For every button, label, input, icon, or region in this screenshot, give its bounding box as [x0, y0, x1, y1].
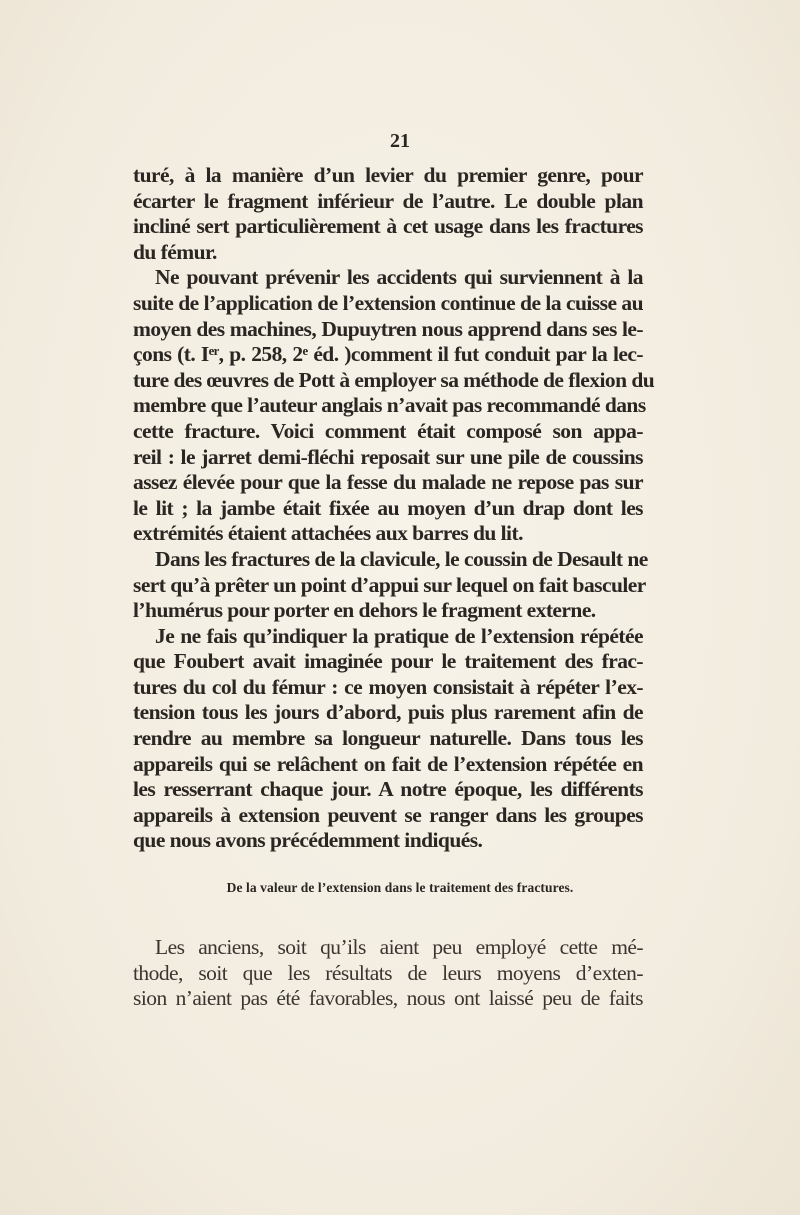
text-line: Je ne fais qu’indiquer la pratique de l’extension répétée [155, 623, 643, 648]
text-line: turé, à la manière d’un levier du premier genre, pour [133, 163, 643, 187]
paragraph-anciens [133, 935, 643, 1012]
body-text-lower [133, 935, 643, 1012]
text-line: appareils qui se relâchent on fait de l’extension répétée en [133, 751, 643, 776]
text-line: que nous avons précédemment indiqués. [133, 828, 483, 853]
text-line: ture des œuvres de Pott à employer sa méthode de flexion du [133, 367, 655, 392]
text-line: sert qu’à prêter un point d’appui sur lequel on fait basculer [133, 572, 646, 597]
page-number: 21 [390, 130, 410, 152]
paragraph-continued [133, 163, 643, 265]
text-line: incliné sert particulièrement à cet usage dans les fractures [133, 214, 643, 239]
text-line: cette fracture. Voici comment était composé son appa- [133, 418, 643, 443]
text-line: Dans les fractures de la clavicule, le coussin de Desault ne [155, 546, 648, 571]
paragraph-clavicule [133, 546, 648, 624]
text-line: sion n’aient pas été favorables, nous ont laissé peu de faits [133, 986, 643, 1011]
text-line: thode, soit que les résultats de leurs moyens d’exten- [133, 960, 643, 985]
text-line: l’humérus pour porter en dehors le fragment externe. [133, 598, 596, 623]
section-heading: De la valeur de l’extension dans le traitement des fractures. [226, 880, 574, 895]
text-line: Les anciens, soit qu’ils aient peu employé cette mé- [155, 935, 643, 959]
text-line: reil : le jarret demi-fléchi reposait sur une pile de coussins [133, 444, 643, 469]
text-line: Ne pouvant prévenir les accidents qui surviennent à la [155, 265, 643, 290]
text-line: suite de l’application de l’extension continue de la cuisse au [133, 290, 643, 315]
text-line: tension tous les jours d’abord, puis plus rarement afin de [133, 700, 643, 725]
text-line: que Foubert avait imaginée pour le traitement des frac- [133, 649, 643, 674]
text-line: moyen des machines, Dupuytren nous apprend dans ses le- [133, 316, 643, 341]
text-line: membre que l’auteur anglais n’avait pas recommandé dans [133, 393, 646, 418]
paragraph-foubert [133, 624, 643, 854]
text-line: le lit ; la jambe était fixée au moyen d’un drap dont les [133, 495, 643, 520]
body-text-upper [133, 163, 655, 854]
text-line: rendre au membre sa longueur naturelle. Dans tous les [133, 726, 643, 751]
paragraph-dupuytren [133, 265, 655, 547]
text-line: du fémur. [133, 239, 217, 264]
text-line: écarter le fragment inférieur de l’autre. Le double plan [133, 188, 643, 213]
text-line: extrémités étaient attachées aux barres du lit. [133, 521, 523, 546]
text-line: tures du col du fémur : ce moyen consistait à répéter l’ex- [133, 674, 643, 699]
text-line: les resserrant chaque jour. A notre époque, les différents [133, 777, 643, 802]
text-line: appareils à extension peuvent se ranger dans les groupes [133, 802, 643, 827]
text-line: assez élevée pour que la fesse du malade ne repose pas sur [133, 470, 643, 495]
text-line: çons (t. Iᵉʳ, p. 258, 2ᵉ éd. )comment il fut conduit par la lec- [133, 342, 643, 367]
